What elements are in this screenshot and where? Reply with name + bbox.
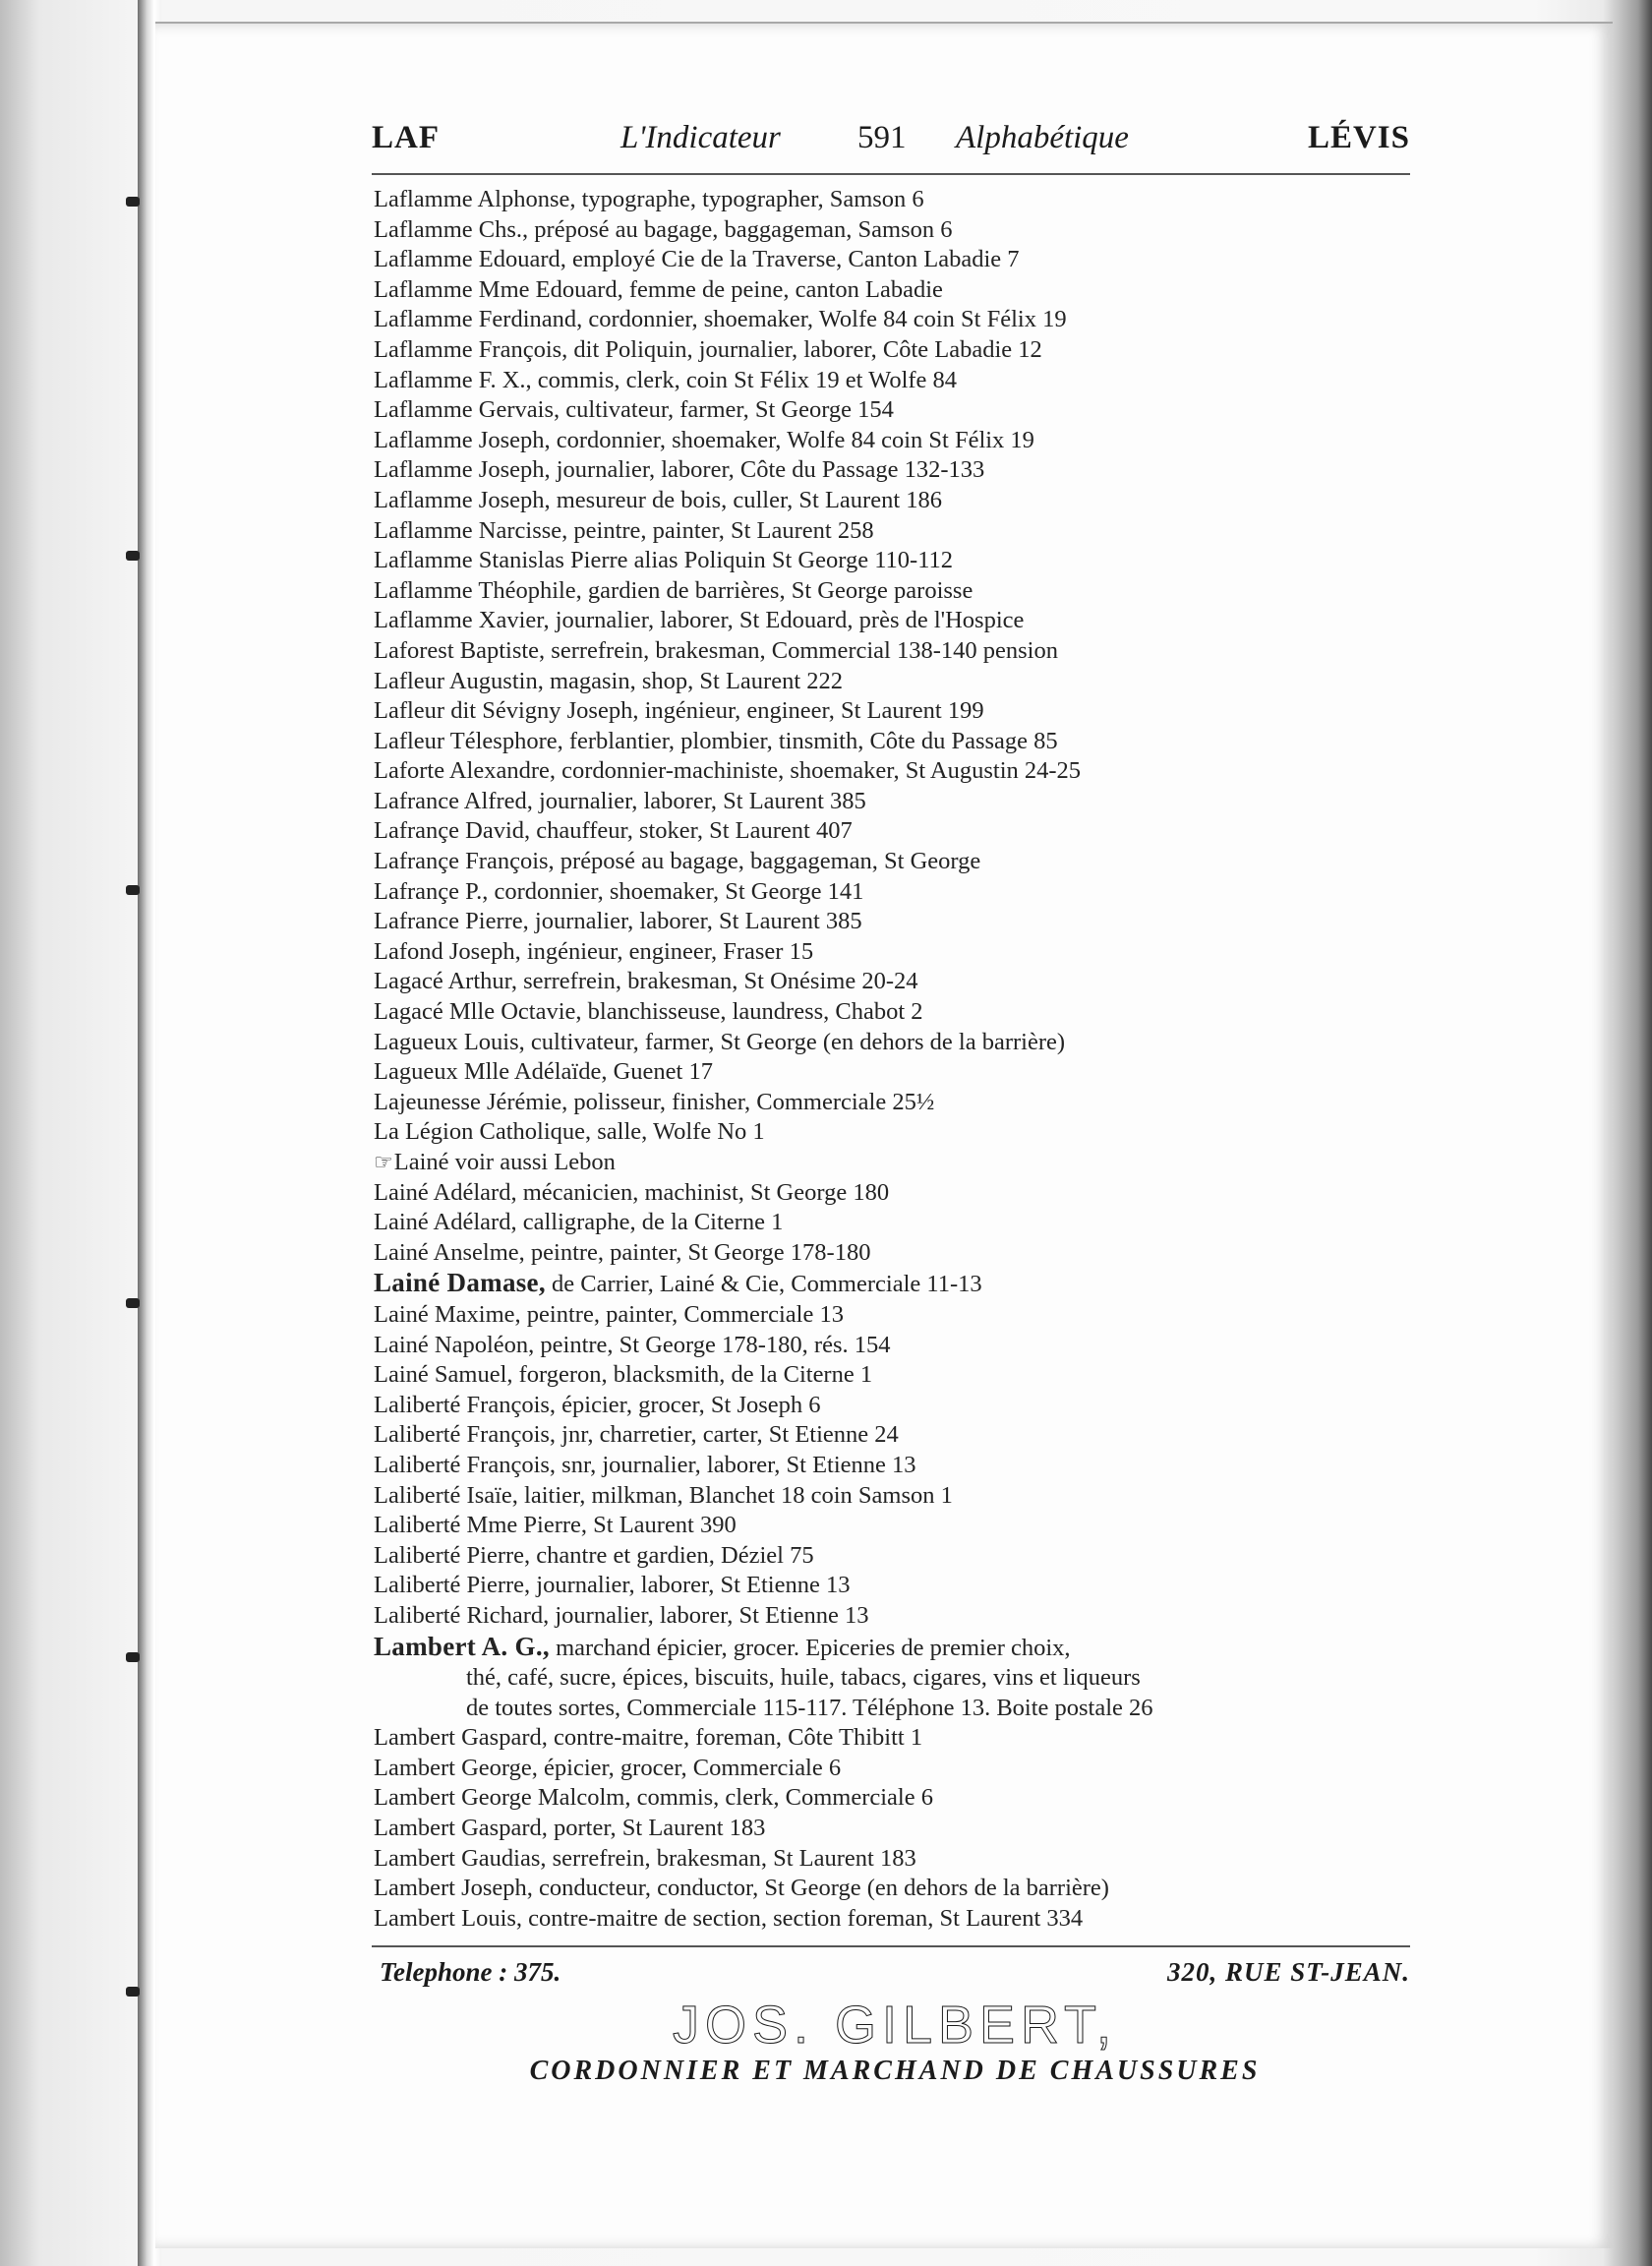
entry-text: Lainé voir aussi Lebon [393, 1149, 616, 1175]
entry-text: Laflamme Joseph, journalier, laborer, Côte du Passage 132-133 [374, 456, 985, 484]
entry-text: Laflamme Joseph, mesureur de bois, culler, St Laurent 186 [374, 486, 943, 513]
entry-text: Laflamme Ferdinand, cordonnier, shoemaker, Wolfe 84 coin St Félix 19 [374, 306, 1067, 333]
directory-entry [374, 696, 1416, 727]
directory-entry [374, 576, 1416, 607]
directory-entry [374, 275, 1416, 306]
entry-text: Lambert George, épicier, grocer, Commerciale 6 [374, 1754, 842, 1781]
directory-entry [374, 727, 1416, 757]
directory-entry [374, 516, 1416, 547]
entry-text: Lafrance Alfred, journalier, laborer, St Laurent 385 [374, 787, 866, 814]
directory-entry [374, 1541, 1416, 1572]
directory-entry [374, 1360, 1416, 1391]
entry-text: Laliberté François, snr, journalier, laborer, St Etienne 13 [374, 1451, 916, 1478]
directory-entry [374, 546, 1416, 576]
directory-entry [374, 1571, 1416, 1601]
header-center-left: L'Indicateur [620, 120, 781, 155]
directory-entry [374, 215, 1416, 246]
entry-text: Laflamme Joseph, cordonnier, shoemaker, Wolfe 84 coin St Félix 19 [374, 426, 1034, 453]
entry-text: Lambert Joseph, conducteur, conductor, St George (en dehors de la barrière) [374, 1875, 1109, 1902]
entry-text: Lafond Joseph, ingénieur, engineer, Fraser 15 [374, 937, 814, 965]
directory-entry [374, 1420, 1416, 1451]
entry-name-bold: Lainé Damase, [374, 1268, 546, 1298]
directory-entry [374, 1238, 1416, 1269]
directory-entry [374, 877, 1416, 908]
directory-entry [374, 606, 1416, 636]
ad-address: 320, RUE ST-JEAN. [1166, 1957, 1410, 1987]
binding-mark [126, 197, 140, 207]
directory-entry [374, 1904, 1416, 1935]
directory-entry [374, 1148, 1416, 1178]
directory-entry [374, 1300, 1416, 1331]
entry-text: Laliberté Isaïe, laitier, milkman, Blanchet 18 coin Samson 1 [374, 1481, 953, 1509]
entry-text: Laliberté Mme Pierre, St Laurent 390 [374, 1512, 737, 1539]
entry-text: Lainé Maxime, peintre, painter, Commerciale 13 [374, 1300, 844, 1328]
binding-mark [126, 1987, 140, 1997]
directory-entry [374, 847, 1416, 877]
binding-mark [126, 1652, 140, 1662]
entry-text: Laflamme Narcisse, peintre, painter, St Laurent 258 [374, 516, 874, 544]
directory-entry [374, 756, 1416, 787]
header-left: LAF [372, 120, 440, 155]
entry-text: La Légion Catholique, salle, Wolfe No 1 [374, 1118, 765, 1146]
directory-entry [374, 997, 1416, 1028]
ad-business-name: JOS. GILBERT, [672, 1996, 1118, 2055]
entry-text: Lainé Napoléon, peintre, St George 178-180, rés. 154 [374, 1331, 891, 1358]
binding-mark [126, 1298, 140, 1308]
entry-text: Lafleur Télesphore, ferblantier, plombier, tinsmith, Côte du Passage 85 [374, 727, 1058, 754]
directory-entry [374, 1754, 1416, 1784]
directory-entry [374, 486, 1416, 516]
entry-text: Lafleur Augustin, magasin, shop, St Laurent 222 [374, 667, 843, 694]
entry-text: Lainé Samuel, forgeron, blacksmith, de la Citerne 1 [374, 1361, 873, 1389]
entry-continuation: de toutes sortes, Commerciale 115-117. Téléphone 13. Boite postale 26 [466, 1694, 1153, 1721]
entry-text: Lambert George Malcolm, commis, clerk, Commerciale 6 [374, 1784, 933, 1812]
entry-text: Lagacé Arthur, serrefrein, brakesman, St Onésime 20-24 [374, 968, 918, 995]
entry-text: Laliberté Richard, journalier, laborer, St Etienne 13 [374, 1601, 869, 1629]
directory-entry [374, 1268, 1416, 1300]
entry-text: Laflamme François, dit Poliquin, journalier, laborer, Côte Labadie 12 [374, 335, 1042, 363]
binding-mark [126, 551, 140, 561]
directory-entry [374, 395, 1416, 426]
directory-entry [374, 1028, 1416, 1058]
directory-entry [374, 937, 1416, 968]
entry-text: Lajeunesse Jérémie, polisseur, finisher, Commerciale 25½ [374, 1088, 935, 1115]
entry-text: Laliberté Pierre, journalier, laborer, St Etienne 13 [374, 1572, 851, 1599]
directory-entry-lambert-ag [374, 1632, 1416, 1724]
directory-entry [374, 426, 1416, 456]
directory-entry [374, 1208, 1416, 1238]
entry-text: Lagueux Mlle Adélaïde, Guenet 17 [374, 1058, 713, 1086]
directory-entry [374, 967, 1416, 997]
ad-telephone: Telephone : 375. [380, 1957, 561, 1987]
entry-text: Lainé Adélard, mécanicien, machinist, St George 180 [374, 1178, 890, 1206]
entry-text: Lambert Louis, contre-maitre de section, section foreman, St Laurent 334 [374, 1904, 1084, 1932]
directory-entry [374, 335, 1416, 366]
directory-entry [374, 667, 1416, 697]
directory-entry [374, 1601, 1416, 1632]
entry-text: Laflamme Stanislas Pierre alias Poliquin St George 110-112 [374, 547, 954, 574]
pointing-hand-icon: ☞ [374, 1150, 393, 1174]
entry-text: Lainé Adélard, calligraphe, de la Citerne 1 [374, 1209, 784, 1236]
directory-entry [374, 1874, 1416, 1904]
running-header [372, 120, 1410, 169]
directory-entry [374, 1117, 1416, 1148]
entry-text: Laliberté François, épicier, grocer, St Joseph 6 [374, 1391, 821, 1418]
entry-text: Lafrançe David, chauffeur, stoker, St Laurent 407 [374, 817, 853, 845]
directory-entry [374, 245, 1416, 275]
entry-text: de Carrier, Lainé & Cie, Commerciale 11-13 [545, 1271, 982, 1298]
directory-entry [374, 907, 1416, 937]
directory-entry [374, 1451, 1416, 1481]
page-number: 591 [857, 120, 907, 155]
header-center-right: Alphabétique [956, 120, 1129, 155]
directory-entry [374, 636, 1416, 667]
entry-text: Lafleur dit Sévigny Joseph, ingénieur, engineer, St Laurent 199 [374, 697, 984, 725]
entry-text: Laflamme Chs., préposé au bagage, baggageman, Samson 6 [374, 215, 953, 243]
footer-rule [372, 1945, 1410, 1947]
entry-text: Laflamme Mme Edouard, femme de peine, canton Labadie [374, 275, 943, 303]
entry-text: Lambert Gaspard, contre-maitre, foreman, Côte Thibitt 1 [374, 1724, 923, 1752]
directory-entry [374, 1178, 1416, 1209]
binding-mark [126, 885, 140, 895]
directory-entry [374, 185, 1416, 215]
entry-text: Lafrance Pierre, journalier, laborer, St Laurent 385 [374, 908, 862, 935]
directory-entry [374, 1088, 1416, 1118]
ad-subtitle: CORDONNIER ET MARCHAND DE CHAUSSURES [529, 2056, 1261, 2086]
entry-text: Lagacé Mlle Octavie, blanchisseuse, laundress, Chabot 2 [374, 998, 923, 1026]
directory-entry [374, 1481, 1416, 1512]
directory-entry [374, 1783, 1416, 1814]
directory-entry [374, 305, 1416, 335]
entry-name-bold: Lambert A. G., [374, 1631, 550, 1661]
entry-text: Lafrançe François, préposé au bagage, baggageman, St George [374, 848, 981, 875]
header-right: LÉVIS [1307, 120, 1410, 155]
entry-text: Lagueux Louis, cultivateur, farmer, St George (en dehors de la barrière) [374, 1028, 1066, 1055]
directory-entry [374, 816, 1416, 847]
entry-text: Lafrançe P., cordonnier, shoemaker, St George 141 [374, 877, 864, 905]
entry-text: Laliberté Pierre, chantre et gardien, Déziel 75 [374, 1541, 814, 1569]
entry-text: Lainé Anselme, peintre, painter, St George 178-180 [374, 1238, 871, 1266]
entry-text: Laliberté François, jnr, charretier, carter, St Etienne 24 [374, 1421, 899, 1449]
directory-entry [374, 1844, 1416, 1875]
entry-text: Laflamme Gervais, cultivateur, farmer, St George 154 [374, 396, 894, 424]
directory-entries [374, 185, 1416, 1934]
entry-text: marchand épicier, grocer. Epiceries de premier choix, [549, 1634, 1071, 1661]
entry-text: Lambert Gaspard, porter, St Laurent 183 [374, 1815, 766, 1842]
directory-entry [374, 1057, 1416, 1088]
entry-text: Laflamme Théophile, gardien de barrières, St George paroisse [374, 576, 974, 604]
directory-entry [374, 455, 1416, 486]
entry-text: Laflamme Xavier, journalier, laborer, St Edouard, près de l'Hospice [374, 607, 1025, 634]
directory-entry [374, 366, 1416, 396]
directory-entry [374, 1391, 1416, 1421]
directory-entry [374, 1723, 1416, 1754]
entry-text: Laflamme Alphonse, typographe, typographer, Samson 6 [374, 186, 924, 212]
directory-entry [374, 1511, 1416, 1541]
directory-entry [374, 1331, 1416, 1361]
entry-text: Laforest Baptiste, serrefrein, brakesman, Commercial 138-140 pension [374, 636, 1058, 664]
entry-text: Lambert Gaudias, serrefrein, brakesman, St Laurent 183 [374, 1844, 916, 1872]
entry-text: Laflamme Edouard, employé Cie de la Traverse, Canton Labadie 7 [374, 246, 1020, 273]
directory-entry [374, 1814, 1416, 1844]
entry-text: Laflamme F. X., commis, clerk, coin St Félix 19 et Wolfe 84 [374, 366, 958, 393]
entry-text: Laforte Alexandre, cordonnier-machiniste, shoemaker, St Augustin 24-25 [374, 757, 1082, 785]
directory-entry [374, 787, 1416, 817]
header-rule [372, 173, 1410, 175]
entry-continuation: thé, café, sucre, épices, biscuits, huile, tabacs, cigares, vins et liqueurs [466, 1664, 1141, 1692]
